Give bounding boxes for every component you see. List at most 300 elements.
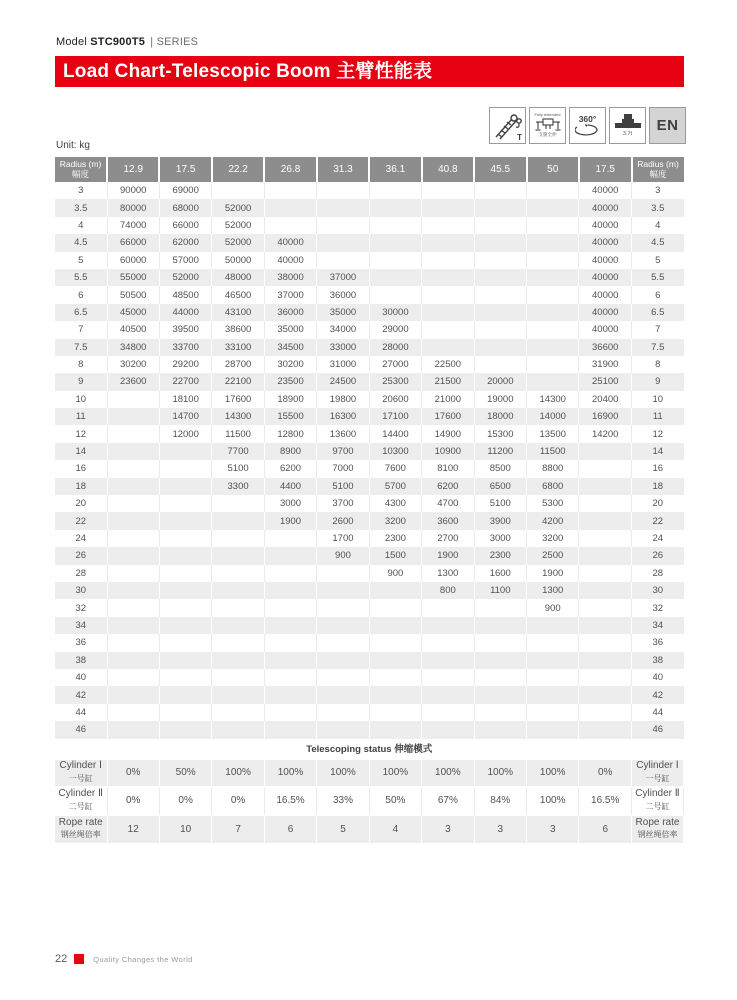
- radius-cell: 5.5: [632, 269, 684, 286]
- load-cell: 33100: [212, 339, 264, 356]
- radius-cell: 3.5: [55, 199, 107, 216]
- load-cell: 2300: [369, 530, 421, 547]
- table-row: [55, 269, 684, 286]
- radius-cell: 22: [632, 512, 684, 529]
- load-cell: [212, 512, 264, 529]
- footer-value-cell: 100%: [212, 759, 264, 787]
- load-cell: 44000: [159, 304, 211, 321]
- radius-cell: 10: [652, 393, 664, 405]
- load-cell: [422, 599, 474, 616]
- load-cell: [579, 721, 632, 738]
- load-cell: 20000: [474, 373, 526, 390]
- load-cell: 40000: [579, 304, 632, 321]
- load-cell: 8900: [264, 443, 316, 460]
- table-footer-row: [55, 759, 684, 787]
- load-cell: 40000: [579, 286, 632, 303]
- table-header-row: [55, 157, 684, 182]
- footer-row-label: Cylinder Ⅱ 二号缸: [632, 787, 684, 815]
- load-cell: [264, 199, 316, 216]
- footer-slogan: Quality Changes the World: [93, 954, 193, 964]
- load-cell: [422, 721, 474, 738]
- load-cell: [579, 634, 632, 651]
- load-cell: [369, 217, 421, 234]
- load-cell: [264, 547, 316, 564]
- load-cell: 15500: [264, 408, 316, 425]
- load-cell: [159, 512, 211, 529]
- load-cell: 33000: [317, 339, 369, 356]
- radius-cell: 28: [652, 567, 664, 579]
- load-cell: [107, 495, 159, 512]
- load-cell: 11500: [527, 443, 579, 460]
- load-cell: [107, 704, 159, 721]
- load-cell: [317, 686, 369, 703]
- load-cell: 1900: [264, 512, 316, 529]
- load-cell: 3600: [422, 512, 474, 529]
- load-cell: [474, 252, 526, 269]
- load-cell: [107, 634, 159, 651]
- load-cell: [317, 252, 369, 269]
- radius-cell: 4.5: [632, 234, 684, 251]
- load-cell: 52000: [212, 217, 264, 234]
- boom-length-header: 50: [527, 157, 579, 182]
- load-cell: [422, 617, 474, 634]
- load-cell: [159, 582, 211, 599]
- load-cell: 13500: [527, 425, 579, 442]
- counterweight-icon: [609, 107, 646, 144]
- load-cell: 27000: [369, 356, 421, 373]
- load-cell: 3900: [474, 512, 526, 529]
- load-cell: [422, 321, 474, 338]
- load-cell: 50000: [212, 252, 264, 269]
- load-cell: [317, 217, 369, 234]
- load-cell: 20400: [579, 391, 632, 408]
- load-cell: 30000: [369, 304, 421, 321]
- load-cell: [317, 582, 369, 599]
- table-row: [55, 356, 684, 373]
- load-cell: 8500: [474, 460, 526, 477]
- table-row: [55, 530, 684, 547]
- load-cell: 34500: [264, 339, 316, 356]
- load-cell: [527, 234, 579, 251]
- load-cell: 1600: [474, 565, 526, 582]
- load-cell: 37000: [264, 286, 316, 303]
- load-cell: [579, 478, 632, 495]
- radius-cell: 3: [655, 185, 661, 197]
- load-cell: 1300: [422, 565, 474, 582]
- load-cell: [474, 721, 526, 738]
- load-cell: [212, 704, 264, 721]
- load-cell: 3200: [369, 512, 421, 529]
- load-cell: [527, 721, 579, 738]
- table-row: [55, 721, 684, 738]
- footer-value-cell: 0%: [107, 787, 159, 815]
- load-cell: 900: [317, 547, 369, 564]
- load-cell: [474, 704, 526, 721]
- load-cell: [107, 460, 159, 477]
- load-cell: 40000: [579, 199, 632, 216]
- load-cell: [474, 686, 526, 703]
- load-cell: [212, 634, 264, 651]
- load-cell: 23500: [264, 373, 316, 390]
- load-cell: [159, 495, 211, 512]
- load-cell: 40000: [579, 182, 632, 199]
- load-cell: [264, 721, 316, 738]
- load-cell: 11200: [474, 443, 526, 460]
- radius-cell: 18: [55, 478, 107, 495]
- load-cell: 19800: [317, 391, 369, 408]
- footer-value-cell: 100%: [317, 759, 369, 787]
- load-cell: 52000: [159, 269, 211, 286]
- table-footer-row: [55, 787, 684, 815]
- load-cell: [422, 217, 474, 234]
- radius-cell: 42: [55, 686, 107, 703]
- load-cell: 1300: [527, 582, 579, 599]
- load-cell: [527, 634, 579, 651]
- footer-value-cell: 100%: [527, 787, 579, 815]
- boom-icon-label: T: [517, 133, 522, 142]
- load-cell: [107, 582, 159, 599]
- footer-value-cell: 84%: [474, 787, 526, 815]
- footer-value-cell: 33%: [317, 787, 369, 815]
- series-label: | SERIES: [150, 36, 199, 48]
- table-row: [55, 339, 684, 356]
- load-cell: 3000: [264, 495, 316, 512]
- radius-cell: 20: [652, 498, 664, 510]
- load-cell: [369, 286, 421, 303]
- load-cell: [212, 582, 264, 599]
- load-cell: [159, 686, 211, 703]
- radius-cell: 9: [632, 373, 684, 390]
- radius-cell: 7.5: [55, 339, 107, 356]
- radius-cell: 6: [655, 289, 661, 301]
- load-cell: 30200: [264, 356, 316, 373]
- footer-value-cell: 100%: [474, 759, 526, 787]
- load-cell: 11500: [212, 425, 264, 442]
- model-prefix: Model: [56, 36, 87, 48]
- load-cell: 29000: [369, 321, 421, 338]
- load-cell: [107, 478, 159, 495]
- load-cell: 31900: [579, 356, 632, 373]
- table-row: [55, 599, 684, 616]
- load-cell: [107, 512, 159, 529]
- footer-value-cell: 0%: [579, 759, 632, 787]
- footer-value-cell: 3: [527, 815, 579, 843]
- boom-length-header: 12.9: [107, 157, 159, 182]
- load-cell: [527, 252, 579, 269]
- load-cell: 14000: [527, 408, 579, 425]
- radius-cell: 38: [632, 652, 684, 669]
- load-cell: 18900: [264, 391, 316, 408]
- load-cell: 3200: [527, 530, 579, 547]
- load-cell: 29200: [159, 356, 211, 373]
- load-cell: 80000: [107, 199, 159, 216]
- load-cell: [579, 547, 632, 564]
- load-cell: [579, 460, 632, 477]
- load-cell: 6200: [264, 460, 316, 477]
- radius-cell: 7: [55, 321, 107, 338]
- load-cell: [159, 599, 211, 616]
- footer-value-cell: 67%: [422, 787, 474, 815]
- load-cell: 40000: [579, 252, 632, 269]
- load-cell: 2600: [317, 512, 369, 529]
- table-row: [55, 286, 684, 303]
- radius-cell: 36: [55, 634, 107, 651]
- load-cell: [579, 686, 632, 703]
- table-row: [55, 199, 684, 216]
- load-cell: 20600: [369, 391, 421, 408]
- radius-cell: 6: [55, 286, 107, 303]
- table-row: [55, 565, 684, 582]
- load-cell: 66000: [159, 217, 211, 234]
- load-cell: [527, 269, 579, 286]
- load-cell: [579, 530, 632, 547]
- load-cell: [107, 721, 159, 738]
- load-cell: [527, 686, 579, 703]
- load-cell: [474, 599, 526, 616]
- load-cell: [159, 634, 211, 651]
- load-cell: [474, 669, 526, 686]
- footer-value-cell: 100%: [527, 759, 579, 787]
- radius-cell: 4.5: [55, 234, 107, 251]
- load-cell: [159, 652, 211, 669]
- footer-value-cell: 6: [579, 815, 632, 843]
- load-cell: [264, 652, 316, 669]
- table-row: [55, 582, 684, 599]
- radius-cell: 5: [655, 254, 661, 266]
- load-cell: 22500: [422, 356, 474, 373]
- load-cell: 13600: [317, 425, 369, 442]
- load-cell: [422, 652, 474, 669]
- load-cell: [107, 530, 159, 547]
- load-cell: [317, 565, 369, 582]
- footer-value-cell: 16.5%: [264, 787, 316, 815]
- load-cell: [474, 321, 526, 338]
- table-row: [55, 634, 684, 651]
- radius-cell: 18: [632, 478, 684, 495]
- load-cell: 28700: [212, 356, 264, 373]
- load-cell: [212, 652, 264, 669]
- load-cell: [264, 599, 316, 616]
- table-row: [55, 373, 684, 390]
- load-cell: [579, 652, 632, 669]
- radius-cell: 3: [55, 182, 107, 199]
- load-cell: [474, 339, 526, 356]
- footer-value-cell: 16.5%: [579, 787, 632, 815]
- footer-row-label: Cylinder Ⅱ 二号缸: [55, 787, 107, 815]
- radius-cell: 34: [55, 617, 107, 634]
- load-cell: [369, 652, 421, 669]
- load-cell: [527, 617, 579, 634]
- load-cell: [579, 512, 632, 529]
- footer-value-cell: 4: [369, 815, 421, 843]
- radius-cell: 7.5: [632, 339, 684, 356]
- load-cell: [422, 339, 474, 356]
- load-cell: [579, 565, 632, 582]
- load-cell: 18000: [474, 408, 526, 425]
- load-cell: [107, 599, 159, 616]
- telescoping-status-label: Telescoping status 伸缩模式: [55, 739, 684, 759]
- load-cell: 4200: [527, 512, 579, 529]
- load-cell: [422, 304, 474, 321]
- footer-logo-square: [74, 954, 84, 964]
- load-cell: [474, 652, 526, 669]
- load-cell: [422, 199, 474, 216]
- load-cell: [579, 582, 632, 599]
- load-cell: [369, 252, 421, 269]
- load-cell: [527, 286, 579, 303]
- radius-cell: 5.5: [55, 269, 107, 286]
- load-cell: 3000: [474, 530, 526, 547]
- load-cell: [369, 582, 421, 599]
- load-cell: [107, 547, 159, 564]
- load-cell: [527, 652, 579, 669]
- load-cell: 21000: [422, 391, 474, 408]
- load-cell: 38000: [264, 269, 316, 286]
- table-row: [55, 252, 684, 269]
- load-cell: 40000: [579, 269, 632, 286]
- load-cell: [212, 565, 264, 582]
- load-cell: 14200: [579, 425, 632, 442]
- footer-value-cell: 50%: [369, 787, 421, 815]
- load-cell: [317, 721, 369, 738]
- load-cell: [474, 269, 526, 286]
- model-line: [56, 36, 198, 48]
- load-cell: [527, 356, 579, 373]
- load-cell: 10300: [369, 443, 421, 460]
- load-cell: 2300: [474, 547, 526, 564]
- radius-cell: 6.5: [55, 304, 107, 321]
- load-cell: [579, 495, 632, 512]
- load-cell: 7700: [212, 443, 264, 460]
- load-cell: 4700: [422, 495, 474, 512]
- load-cell: 33700: [159, 339, 211, 356]
- load-cell: 4300: [369, 495, 421, 512]
- load-cell: 6200: [422, 478, 474, 495]
- model-name: STC900T5: [90, 36, 146, 48]
- load-cell: 36000: [317, 286, 369, 303]
- load-cell: [474, 199, 526, 216]
- load-cell: 2500: [527, 547, 579, 564]
- load-cell: 12000: [159, 425, 211, 442]
- load-cell: 5700: [369, 478, 421, 495]
- load-cell: 35000: [317, 304, 369, 321]
- radius-cell: 4: [655, 219, 661, 231]
- load-cell: 1100: [474, 582, 526, 599]
- load-cell: [422, 234, 474, 251]
- condition-icons: [489, 107, 686, 144]
- footer-value-cell: 0%: [107, 759, 159, 787]
- table-row: [55, 391, 684, 408]
- load-cell: 38600: [212, 321, 264, 338]
- load-cell: [107, 408, 159, 425]
- load-cell: 24500: [317, 373, 369, 390]
- footer-value-cell: 100%: [369, 759, 421, 787]
- footer-value-cell: 50%: [159, 759, 211, 787]
- footer-value-cell: 100%: [264, 759, 316, 787]
- radius-cell: 16: [55, 460, 107, 477]
- load-cell: [107, 565, 159, 582]
- load-cell: [317, 652, 369, 669]
- load-cell: 18100: [159, 391, 211, 408]
- table-row: [55, 652, 684, 669]
- radius-column-header: Radius (m) 幅度: [632, 157, 684, 182]
- load-cell: [579, 599, 632, 616]
- outrigger-label-zh: 支腿全伸: [538, 132, 557, 138]
- radius-cell: 20: [55, 495, 107, 512]
- radius-cell: 11: [632, 408, 684, 425]
- table-row: [55, 669, 684, 686]
- radius-cell: 30: [55, 582, 107, 599]
- load-cell: 1900: [422, 547, 474, 564]
- load-cell: 46500: [212, 286, 264, 303]
- load-cell: 34800: [107, 339, 159, 356]
- load-cell: 30200: [107, 356, 159, 373]
- counterweight-label: 3.7t: [622, 131, 633, 138]
- counterweight-glyph: [614, 113, 642, 131]
- load-cell: [579, 704, 632, 721]
- radius-cell: 16: [652, 463, 664, 475]
- load-cell: 14700: [159, 408, 211, 425]
- footer-row-label: Cylinder Ⅰ 一号缸: [55, 759, 107, 787]
- load-cell: [422, 252, 474, 269]
- load-cell: [264, 617, 316, 634]
- table-row: [55, 495, 684, 512]
- footer-value-cell: 0%: [212, 787, 264, 815]
- footer-value-cell: 12: [107, 815, 159, 843]
- load-cell: 21500: [422, 373, 474, 390]
- radius-cell: 12: [55, 425, 107, 442]
- radius-cell: 44: [652, 706, 664, 718]
- load-cell: [159, 530, 211, 547]
- load-cell: 60000: [107, 252, 159, 269]
- load-cell: 66000: [107, 234, 159, 251]
- radius-cell: 32: [652, 602, 664, 614]
- load-cell: 800: [422, 582, 474, 599]
- load-cell: 3700: [317, 495, 369, 512]
- table-footer-row: [55, 815, 684, 843]
- radius-cell: 8: [55, 356, 107, 373]
- outrigger-fully-extended-icon: [529, 107, 566, 144]
- load-cell: 23600: [107, 373, 159, 390]
- load-cell: 31000: [317, 356, 369, 373]
- load-cell: 16300: [317, 408, 369, 425]
- load-cell: 9700: [317, 443, 369, 460]
- load-cell: [422, 669, 474, 686]
- load-cell: [264, 217, 316, 234]
- radius-cell: 26: [632, 547, 684, 564]
- radius-cell: 46: [55, 721, 107, 738]
- footer-value-cell: 100%: [422, 759, 474, 787]
- load-cell: 1500: [369, 547, 421, 564]
- load-cell: [264, 704, 316, 721]
- load-cell: [107, 391, 159, 408]
- load-cell: [369, 269, 421, 286]
- load-cell: [264, 565, 316, 582]
- load-cell: [422, 269, 474, 286]
- load-cell: [107, 652, 159, 669]
- load-cell: [369, 199, 421, 216]
- load-cell: 17100: [369, 408, 421, 425]
- load-cell: [422, 182, 474, 199]
- load-cell: [369, 617, 421, 634]
- table-row: [55, 478, 684, 495]
- load-cell: 16900: [579, 408, 632, 425]
- load-cell: [159, 704, 211, 721]
- load-cell: 40500: [107, 321, 159, 338]
- load-cell: [474, 356, 526, 373]
- load-cell: [527, 373, 579, 390]
- load-cell: 22700: [159, 373, 211, 390]
